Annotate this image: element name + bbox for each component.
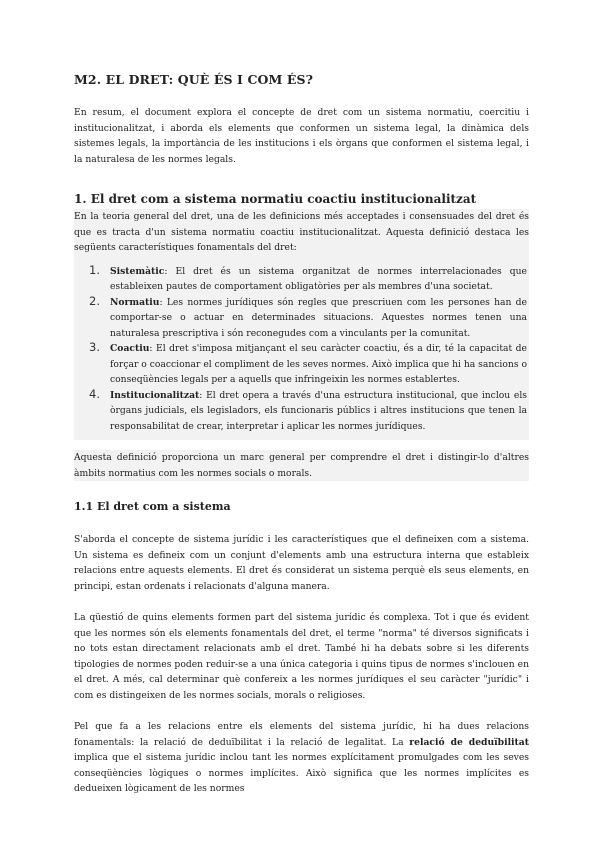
text-normatiu: : Les normes jurídiques són regles que prescriuen com les persones han de comportar-se o actuar en determinades situacions. Aquestes normes tenen una naturalesa prescriptiva i són reconegudes com a vinculants per la comunitat. <box>110 296 527 339</box>
list-item-sistematic <box>74 264 527 295</box>
para3-text-a: Pel que fa a les relacions entre els elements del sistema jurídic, hi ha dues relacions fonamentals: la relació de deduïbilitat i la relació de legalitat. La <box>74 721 529 748</box>
para3-bold-term: relació de deduïbilitat <box>409 736 529 748</box>
intro-paragraph: En resum, el document explora el concepte de dret com un sistema normatiu, coercitiu i institucionalitzat, i aborda els elements que conformen un sistema legal, la dinàmica dels sistemes legals, la importància de les institucions i els òrgans que conformen el sistema legal, i la naturalesa de les normes legals. <box>74 107 529 165</box>
section-1-1-paragraph-2: La qüestió de quins elements formen part del sistema jurídic és complexa. Tot i que és evident que les normes són els elements fonamentals del dret, el terme "norma" té diversos significats i no tots estan directament relacionats amb el dret. També hi ha debats sobre si les diferents tipologies de normes poden reduir-se a una única categoria i quins tipus de normes s'inclouen en el dret. A més, cal determinar què confereix a les normes jurídiques el seu caràcter "jurídic" i com es distingeixen de les normes socials, morals o religioses. <box>74 612 529 701</box>
section-1-1-heading: 1.1 El dret com a sistema <box>74 500 231 513</box>
text-coactiu: : El dret s'imposa mitjançant el seu caràcter coactiu, és a dir, té la capacitat de forçar o coaccionar el compliment de les seves normes. Això implica que hi ha sancions o conseqüències legals per a aquells que infringeixin les normes establertes. <box>110 343 527 385</box>
document-title: M2. EL DRET: QUÈ ÉS I COM ÉS? <box>74 72 314 87</box>
term-sistematic: Sistemàtic <box>110 265 165 277</box>
document-content <box>74 72 529 813</box>
term-coactiu: Coactiu <box>110 343 150 354</box>
text-institucionalitzat: : El dret opera a través d'una estructura institucional, que inclou els òrgans judicials, els legisladors, els funcionaris públics i altres institucions que tenen la responsabilitat de crear, interpretar i aplicar les normes jurídiques. <box>110 389 527 432</box>
section-1-1-paragraph-1: S'aborda el concepte de sistema jurídic i les característiques que el defineixen com a sistema. Un sistema es defineix com un conjunt d'elements amb una estructura interna que estableix relacions entre aquests elements. El dret és considerat un sistema perquè els seus elements, en principi, estan ordenats i relacionats d'alguna manera. <box>74 534 529 592</box>
section-1-heading: 1. El dret com a sistema normatiu coactiu institucionalitzat <box>74 192 477 206</box>
term-institucionalitzat: Institucionalitzat <box>110 389 200 401</box>
characteristics-list <box>74 260 529 441</box>
para3-text-b: implica que el sistema jurídic inclou tant les normes explícitament promulgades com les seves conseqüències lògiques o normes implícites. Això significa que les normes implícites es dedueixen lògicament de les normes <box>74 752 529 794</box>
list-item-coactiu <box>74 341 527 388</box>
section-1-1-paragraph-3 <box>74 719 529 797</box>
section-1-intro: En la teoria general del dret, una de les definicions més acceptades i consensuades del dret és que es tracta d'un sistema normatiu coactiu institucionalitzat. Aquesta definició destaca les següents característiques fonamentals del dret: <box>74 211 529 253</box>
text-sistematic: : El dret és un sistema organitzat de normes interrelacionades que estableixen pautes de comportament obligatòries per als membres d'una societat. <box>110 265 527 292</box>
section-1-shaded-block <box>74 209 529 440</box>
section-1-closing: Aquesta definició proporciona un marc general per comprendre el dret i distingir-lo d'altres àmbits normatius com les normes socials o morals. <box>74 450 529 481</box>
term-normatiu: Normatiu <box>110 296 160 308</box>
list-item-institucionalitzat <box>74 388 527 435</box>
list-item-normatiu <box>74 295 527 342</box>
